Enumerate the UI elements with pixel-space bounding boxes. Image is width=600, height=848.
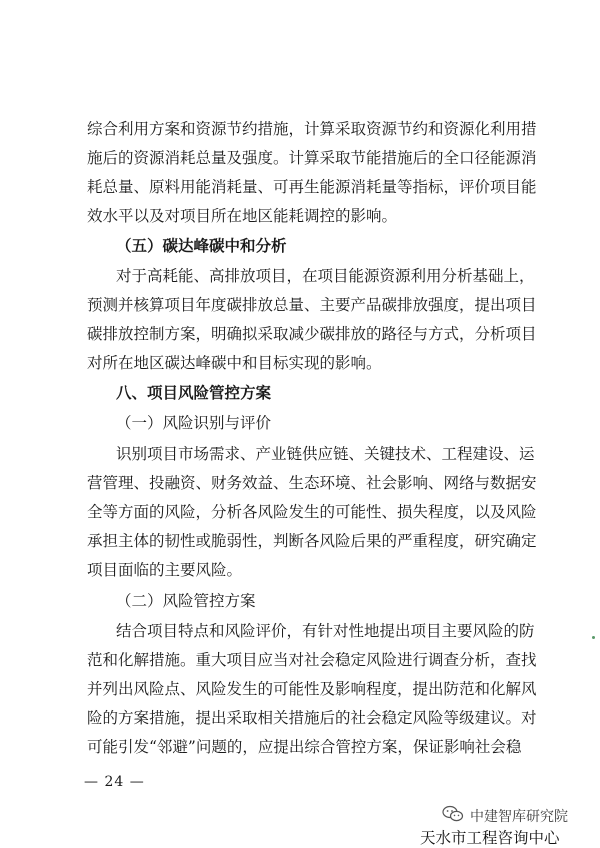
paragraph-line: 综合利用方案和资源节约措施，计算采取资源节约和资源化利用措 bbox=[87, 120, 537, 138]
paragraph-line: 效水平以及对项目所在地区能耗调控的影响。 bbox=[87, 207, 398, 225]
watermark-organization: 天水市工程咨询中心 bbox=[420, 829, 560, 847]
section-heading: （五）碳达峰碳中和分析 bbox=[116, 236, 287, 255]
paragraph-line: 耗总量、原料用能消耗量、可再生能源消耗量等指标，评价项目能 bbox=[87, 178, 537, 196]
paragraph-line: 可能引发“邻避”问题的，应提出综合管控方案，保证影响社会稳 bbox=[87, 738, 522, 756]
paragraph-line: 营管理、投融资、财务效益、生态环境、社会影响、网络与数据安 bbox=[87, 474, 537, 492]
wechat-icon bbox=[442, 805, 464, 823]
section-heading: （一）风险识别与评价 bbox=[116, 414, 272, 432]
paragraph-line: 险的方案措施，提出采取相关措施后的社会稳定风险等级建议。对 bbox=[87, 709, 537, 727]
paragraph-line: 全等方面的风险，分析各风险发生的可能性、损失程度，以及风险 bbox=[87, 503, 537, 521]
watermark-account-name: 中建智库研究院 bbox=[470, 809, 568, 825]
paragraph-line: 预测并核算项目年度碳排放总量、主要产品碳排放强度，提出项目 bbox=[87, 296, 537, 314]
paragraph-line: 施后的资源消耗总量及强度。计算采取节能措施后的全口径能源消 bbox=[87, 149, 537, 167]
paragraph-line: 结合项目特点和风险评价，有针对性地提出项目主要风险的防 bbox=[116, 622, 535, 640]
paragraph-line: 并列出风险点、风险发生的可能性及影响程度，提出防范和化解风 bbox=[87, 680, 537, 698]
paragraph-line: 对于高耗能、高排放项目，在项目能源资源利用分析基础上， bbox=[116, 267, 535, 285]
paragraph-line: 碳排放控制方案，明确拟采取减少碳排放的路径与方式，分析项目 bbox=[87, 325, 537, 343]
chapter-heading: 八、项目风险管控方案 bbox=[116, 383, 272, 402]
paragraph-line: 项目面临的主要风险。 bbox=[87, 561, 243, 579]
paragraph-line: 范和化解措施。重大项目应当对社会稳定风险进行调查分析，查找 bbox=[87, 651, 537, 669]
paragraph-line: 对所在地区碳达峰碳中和目标实现的影响。 bbox=[87, 354, 382, 372]
section-heading: （二）风险管控方案 bbox=[116, 592, 256, 610]
scan-speck bbox=[592, 636, 595, 639]
paragraph-line: 识别项目市场需求、产业链供应链、关键技术、工程建设、运 bbox=[116, 445, 535, 463]
paragraph-line: 承担主体的韧性或脆弱性，判断各风险后果的严重程度，研究确定 bbox=[87, 532, 537, 550]
page-number: — 24 — bbox=[84, 774, 145, 790]
